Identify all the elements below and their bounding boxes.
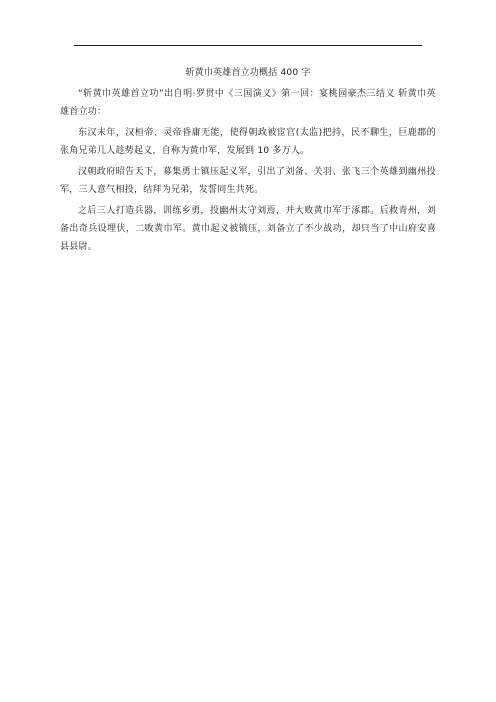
paragraph-intro: “斩黄巾英雄首立功”出自明·罗贯中《三国演义》第一回：宴桃园豪杰三结义 斩黄巾英雄首立功：	[60, 89, 436, 117]
document-body	[60, 64, 436, 259]
document-title: 斩黄巾英雄首立功概括 400 字	[185, 68, 311, 78]
paragraph-background: 东汉末年，汉桓帝、灵帝昏庸无能，使得朝政被宦官(太监)把持，民不聊生，巨鹿郡的张角兄弟几人趁势起义，自称为黄巾军，发展到 10 多万人。	[60, 128, 436, 156]
paragraph-recruitment: 汉朝政府昭告天下，募集勇士镇压起义军，引出了刘备、关羽、张飞三个英雄到幽州投军，三人意气相投，结拜为兄弟，发誓同生共死。	[60, 167, 436, 195]
paragraph-battles: 之后三人打造兵器，训练乡勇，投幽州太守刘焉，并大败黄巾军于涿郡。后救青州，刘备出奇兵设埋伏，二败黄巾军。黄巾起义被镇压，刘备立了不少战功，却只当了中山府安喜县县尉。	[60, 206, 436, 252]
header-rule	[74, 45, 422, 46]
